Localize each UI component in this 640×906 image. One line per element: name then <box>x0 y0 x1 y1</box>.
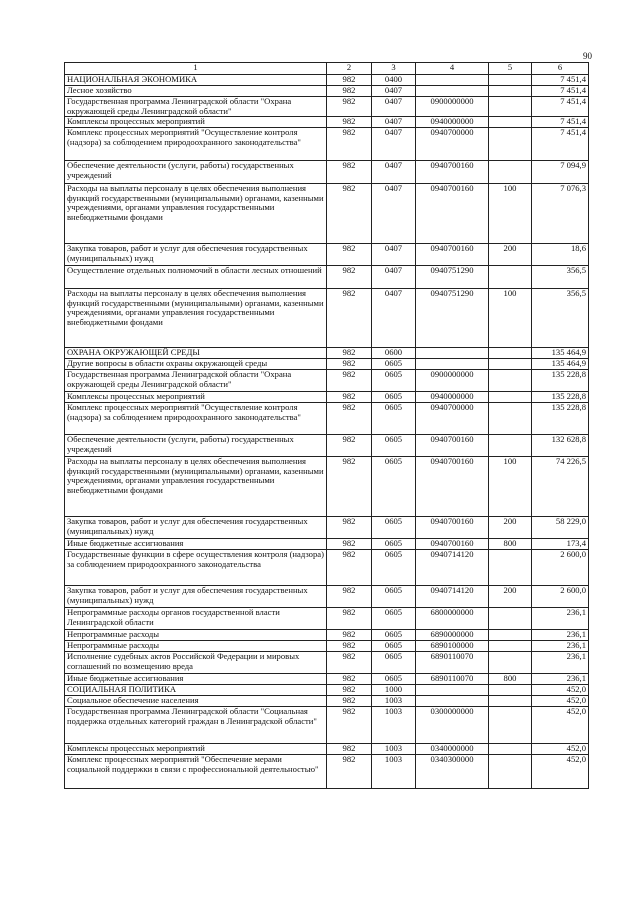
row-expense-type-cell <box>489 161 532 184</box>
row-amount-cell: 356,5 <box>532 289 589 348</box>
row-section-cell: 0400 <box>372 75 416 86</box>
row-expense-type-cell <box>489 75 532 86</box>
table-row <box>65 403 589 435</box>
table-row <box>65 685 589 696</box>
header-row <box>65 63 589 75</box>
row-target-cell: 6890110070 <box>416 674 489 685</box>
row-name-cell: Непрограммные расходы органов государственной власти Ленинградской области <box>65 608 327 630</box>
row-name-cell: Исполнение судебных актов Российской Федерации и мировых соглашений по возмещению вреда <box>65 652 327 674</box>
row-expense-type-cell <box>489 435 532 457</box>
row-name-cell: Осуществление отдельных полномочий в области лесных отношений <box>65 266 327 289</box>
row-expense-type-cell: 100 <box>489 184 532 244</box>
table-row <box>65 641 589 652</box>
table-row <box>65 184 589 244</box>
table-row <box>65 435 589 457</box>
row-grbs-cell: 982 <box>327 550 372 586</box>
row-name-cell: НАЦИОНАЛЬНАЯ ЭКОНОМИКА <box>65 75 327 86</box>
row-section-cell: 0407 <box>372 117 416 128</box>
row-name-cell: Непрограммные расходы <box>65 630 327 641</box>
row-expense-type-cell <box>489 696 532 707</box>
page-number: 90 <box>583 51 592 61</box>
row-section-cell: 0605 <box>372 457 416 517</box>
table-row <box>65 359 589 370</box>
row-target-cell: 6890110070 <box>416 652 489 674</box>
row-amount-cell: 7 094,9 <box>532 161 589 184</box>
row-name-cell: Другие вопросы в области охраны окружающей среды <box>65 359 327 370</box>
row-target-cell: 0940751290 <box>416 266 489 289</box>
row-amount-cell: 236,1 <box>532 652 589 674</box>
row-expense-type-cell <box>489 641 532 652</box>
row-grbs-cell: 982 <box>327 348 372 359</box>
budget-table <box>64 62 589 789</box>
row-name-cell: Закупка товаров, работ и услуг для обеспечения государственных (муниципальных) нужд <box>65 586 327 608</box>
row-grbs-cell: 982 <box>327 403 372 435</box>
table-row <box>65 370 589 392</box>
row-target-cell: 0940700160 <box>416 517 489 539</box>
row-target-cell <box>416 696 489 707</box>
row-grbs-cell: 982 <box>327 652 372 674</box>
row-amount-cell: 452,0 <box>532 685 589 696</box>
row-grbs-cell: 982 <box>327 392 372 403</box>
row-section-cell: 0407 <box>372 86 416 97</box>
row-grbs-cell: 982 <box>327 359 372 370</box>
row-section-cell: 0605 <box>372 586 416 608</box>
row-target-cell: 0900000000 <box>416 370 489 392</box>
row-target-cell: 0940700160 <box>416 435 489 457</box>
row-target-cell: 0940700160 <box>416 457 489 517</box>
row-target-cell: 0940714120 <box>416 586 489 608</box>
row-name-cell: Расходы на выплаты персоналу в целях обеспечения выполнения функций государственными (муниципальными) органами, казенными учреждениями, органами управления государственными внебюджетными фондами <box>65 184 327 244</box>
row-section-cell: 0407 <box>372 266 416 289</box>
row-grbs-cell: 982 <box>327 586 372 608</box>
row-amount-cell: 236,1 <box>532 674 589 685</box>
row-grbs-cell: 982 <box>327 289 372 348</box>
row-section-cell: 0407 <box>372 289 416 348</box>
row-name-cell: Комплекс процессных мероприятий "Осуществление контроля (надзора) за соблюдением природоохранного законодательства" <box>65 128 327 161</box>
row-grbs-cell: 982 <box>327 161 372 184</box>
row-expense-type-cell: 200 <box>489 517 532 539</box>
row-target-cell: 6890100000 <box>416 641 489 652</box>
row-grbs-cell: 982 <box>327 539 372 550</box>
row-target-cell <box>416 348 489 359</box>
row-grbs-cell: 982 <box>327 86 372 97</box>
row-section-cell: 0605 <box>372 550 416 586</box>
row-section-cell: 1003 <box>372 696 416 707</box>
row-section-cell: 0605 <box>372 641 416 652</box>
row-section-cell: 0407 <box>372 97 416 117</box>
row-section-cell: 0407 <box>372 184 416 244</box>
row-name-cell: Государственная программа Ленинградской области "Охрана окружающей среды Ленинградской области" <box>65 97 327 117</box>
row-target-cell: 0940700160 <box>416 539 489 550</box>
row-expense-type-cell <box>489 550 532 586</box>
row-amount-cell: 135 228,8 <box>532 370 589 392</box>
table-row <box>65 586 589 608</box>
table-row <box>65 674 589 685</box>
row-target-cell: 0940000000 <box>416 117 489 128</box>
table-row <box>65 630 589 641</box>
row-name-cell: Государственная программа Ленинградской области "Охрана окружающей среды Ленинградской области" <box>65 370 327 392</box>
row-target-cell: 0940751290 <box>416 289 489 348</box>
table-row <box>65 517 589 539</box>
row-expense-type-cell: 100 <box>489 289 532 348</box>
row-section-cell: 0600 <box>372 348 416 359</box>
row-grbs-cell: 982 <box>327 97 372 117</box>
row-target-cell: 0340000000 <box>416 744 489 755</box>
row-name-cell: Государственные функции в сфере осуществления контроля (надзора) за соблюдением природоохранного законодательства <box>65 550 327 586</box>
row-section-cell: 0605 <box>372 652 416 674</box>
row-expense-type-cell: 100 <box>489 457 532 517</box>
row-amount-cell: 452,0 <box>532 744 589 755</box>
table-row <box>65 550 589 586</box>
header-col-section: 3 <box>372 63 416 75</box>
row-expense-type-cell <box>489 630 532 641</box>
row-target-cell: 6800000000 <box>416 608 489 630</box>
row-expense-type-cell <box>489 652 532 674</box>
table-row <box>65 289 589 348</box>
table-row <box>65 652 589 674</box>
header-col-amount: 6 <box>532 63 589 75</box>
row-target-cell: 6890000000 <box>416 630 489 641</box>
row-amount-cell: 452,0 <box>532 696 589 707</box>
table-row <box>65 392 589 403</box>
row-amount-cell: 18,6 <box>532 244 589 266</box>
row-grbs-cell: 982 <box>327 117 372 128</box>
row-expense-type-cell: 200 <box>489 244 532 266</box>
row-section-cell: 0407 <box>372 128 416 161</box>
row-amount-cell: 7 451,4 <box>532 75 589 86</box>
table-row <box>65 707 589 744</box>
row-expense-type-cell <box>489 685 532 696</box>
table-row <box>65 117 589 128</box>
row-name-cell: Закупка товаров, работ и услуг для обеспечения государственных (муниципальных) нужд <box>65 244 327 266</box>
row-grbs-cell: 982 <box>327 685 372 696</box>
row-section-cell: 0605 <box>372 359 416 370</box>
row-section-cell: 0605 <box>372 517 416 539</box>
row-section-cell: 0407 <box>372 244 416 266</box>
row-grbs-cell: 982 <box>327 435 372 457</box>
row-section-cell: 0605 <box>372 608 416 630</box>
row-target-cell <box>416 86 489 97</box>
row-expense-type-cell <box>489 117 532 128</box>
row-grbs-cell: 982 <box>327 128 372 161</box>
row-expense-type-cell <box>489 86 532 97</box>
row-amount-cell: 173,4 <box>532 539 589 550</box>
row-section-cell: 0605 <box>372 370 416 392</box>
row-expense-type-cell <box>489 403 532 435</box>
row-amount-cell: 7 076,3 <box>532 184 589 244</box>
table-row <box>65 86 589 97</box>
table-body <box>65 75 589 789</box>
row-expense-type-cell <box>489 370 532 392</box>
row-expense-type-cell <box>489 266 532 289</box>
row-grbs-cell: 982 <box>327 744 372 755</box>
row-amount-cell: 7 451,4 <box>532 97 589 117</box>
row-section-cell: 0605 <box>372 539 416 550</box>
row-section-cell: 1000 <box>372 685 416 696</box>
row-name-cell: Обеспечение деятельности (услуги, работы) государственных учреждений <box>65 161 327 184</box>
row-expense-type-cell <box>489 707 532 744</box>
row-name-cell: Расходы на выплаты персоналу в целях обеспечения выполнения функций государственными (муниципальными) органами, казенными учреждениями, органами управления государственными внебюджетными фондами <box>65 289 327 348</box>
row-name-cell: Социальное обеспечение населения <box>65 696 327 707</box>
row-expense-type-cell: 200 <box>489 586 532 608</box>
row-name-cell: Лесное хозяйство <box>65 86 327 97</box>
row-amount-cell: 7 451,4 <box>532 86 589 97</box>
table-row <box>65 161 589 184</box>
row-grbs-cell: 982 <box>327 641 372 652</box>
row-name-cell: Комплексы процессных мероприятий <box>65 744 327 755</box>
table-row <box>65 696 589 707</box>
row-amount-cell: 135 464,9 <box>532 359 589 370</box>
header-col-expense-type: 5 <box>489 63 532 75</box>
row-target-cell: 0940700000 <box>416 128 489 161</box>
table-row <box>65 97 589 117</box>
row-grbs-cell: 982 <box>327 755 372 789</box>
row-amount-cell: 135 228,8 <box>532 392 589 403</box>
row-amount-cell: 74 226,5 <box>532 457 589 517</box>
row-grbs-cell: 982 <box>327 674 372 685</box>
row-target-cell: 0900000000 <box>416 97 489 117</box>
row-amount-cell: 7 451,4 <box>532 117 589 128</box>
row-section-cell: 0605 <box>372 403 416 435</box>
row-amount-cell: 2 600,0 <box>532 586 589 608</box>
row-name-cell: Комплекс процессных мероприятий "Обеспечение мерами социальной поддержки в связи с профессиональной деятельностью" <box>65 755 327 789</box>
row-expense-type-cell <box>489 128 532 161</box>
header-col-grbs: 2 <box>327 63 372 75</box>
row-target-cell: 0940700160 <box>416 244 489 266</box>
row-section-cell: 0605 <box>372 674 416 685</box>
row-section-cell: 0407 <box>372 161 416 184</box>
header-col-name: 1 <box>65 63 327 75</box>
row-target-cell <box>416 359 489 370</box>
row-expense-type-cell: 800 <box>489 539 532 550</box>
row-target-cell: 0300000000 <box>416 707 489 744</box>
row-target-cell: 0940000000 <box>416 392 489 403</box>
row-name-cell: Непрограммные расходы <box>65 641 327 652</box>
row-section-cell: 1003 <box>372 744 416 755</box>
row-expense-type-cell <box>489 744 532 755</box>
row-expense-type-cell: 800 <box>489 674 532 685</box>
row-name-cell: Иные бюджетные ассигнования <box>65 674 327 685</box>
row-amount-cell: 236,1 <box>532 630 589 641</box>
table-row <box>65 457 589 517</box>
row-amount-cell: 452,0 <box>532 755 589 789</box>
row-grbs-cell: 982 <box>327 707 372 744</box>
row-amount-cell: 58 229,0 <box>532 517 589 539</box>
row-amount-cell: 236,1 <box>532 608 589 630</box>
table-row <box>65 266 589 289</box>
row-amount-cell: 236,1 <box>532 641 589 652</box>
row-amount-cell: 2 600,0 <box>532 550 589 586</box>
row-section-cell: 1003 <box>372 755 416 789</box>
row-name-cell: СОЦИАЛЬНАЯ ПОЛИТИКА <box>65 685 327 696</box>
header-col-target: 4 <box>416 63 489 75</box>
table-header <box>65 63 589 75</box>
row-amount-cell: 135 464,9 <box>532 348 589 359</box>
row-grbs-cell: 982 <box>327 75 372 86</box>
row-name-cell: Государственная программа Ленинградской области "Социальная поддержка отдельных категорий граждан в Ленинградской области" <box>65 707 327 744</box>
table-row <box>65 539 589 550</box>
row-name-cell: Комплекс процессных мероприятий "Осуществление контроля (надзора) за соблюдением природоохранного законодательства" <box>65 403 327 435</box>
row-target-cell: 0340300000 <box>416 755 489 789</box>
row-grbs-cell: 982 <box>327 370 372 392</box>
row-name-cell: Закупка товаров, работ и услуг для обеспечения государственных (муниципальных) нужд <box>65 517 327 539</box>
table-row <box>65 128 589 161</box>
row-name-cell: Обеспечение деятельности (услуги, работы) государственных учреждений <box>65 435 327 457</box>
row-expense-type-cell <box>489 392 532 403</box>
row-grbs-cell: 982 <box>327 696 372 707</box>
row-name-cell: Иные бюджетные ассигнования <box>65 539 327 550</box>
row-expense-type-cell <box>489 348 532 359</box>
row-grbs-cell: 982 <box>327 244 372 266</box>
table-row <box>65 608 589 630</box>
row-target-cell: 0940700160 <box>416 161 489 184</box>
row-target-cell <box>416 75 489 86</box>
row-expense-type-cell <box>489 608 532 630</box>
row-grbs-cell: 982 <box>327 517 372 539</box>
row-section-cell: 0605 <box>372 630 416 641</box>
row-grbs-cell: 982 <box>327 266 372 289</box>
table-row <box>65 244 589 266</box>
row-expense-type-cell <box>489 97 532 117</box>
row-grbs-cell: 982 <box>327 184 372 244</box>
row-section-cell: 0605 <box>372 392 416 403</box>
row-target-cell: 0940700160 <box>416 184 489 244</box>
row-amount-cell: 135 228,8 <box>532 403 589 435</box>
row-amount-cell: 132 628,8 <box>532 435 589 457</box>
table-row <box>65 348 589 359</box>
row-amount-cell: 356,5 <box>532 266 589 289</box>
row-grbs-cell: 982 <box>327 630 372 641</box>
table-row <box>65 755 589 789</box>
row-target-cell: 0940714120 <box>416 550 489 586</box>
table-row <box>65 75 589 86</box>
row-section-cell: 0605 <box>372 435 416 457</box>
row-target-cell <box>416 685 489 696</box>
table-row <box>65 744 589 755</box>
row-section-cell: 1003 <box>372 707 416 744</box>
row-name-cell: ОХРАНА ОКРУЖАЮЩЕЙ СРЕДЫ <box>65 348 327 359</box>
row-amount-cell: 452,0 <box>532 707 589 744</box>
row-grbs-cell: 982 <box>327 457 372 517</box>
row-name-cell: Расходы на выплаты персоналу в целях обеспечения выполнения функций государственными (муниципальными) органами, казенными учреждениями, органами управления государственными внебюджетными фондами <box>65 457 327 517</box>
row-expense-type-cell <box>489 359 532 370</box>
row-grbs-cell: 982 <box>327 608 372 630</box>
row-target-cell: 0940700000 <box>416 403 489 435</box>
row-name-cell: Комплексы процессных мероприятий <box>65 392 327 403</box>
row-name-cell: Комплексы процессных мероприятий <box>65 117 327 128</box>
row-expense-type-cell <box>489 755 532 789</box>
row-amount-cell: 7 451,4 <box>532 128 589 161</box>
